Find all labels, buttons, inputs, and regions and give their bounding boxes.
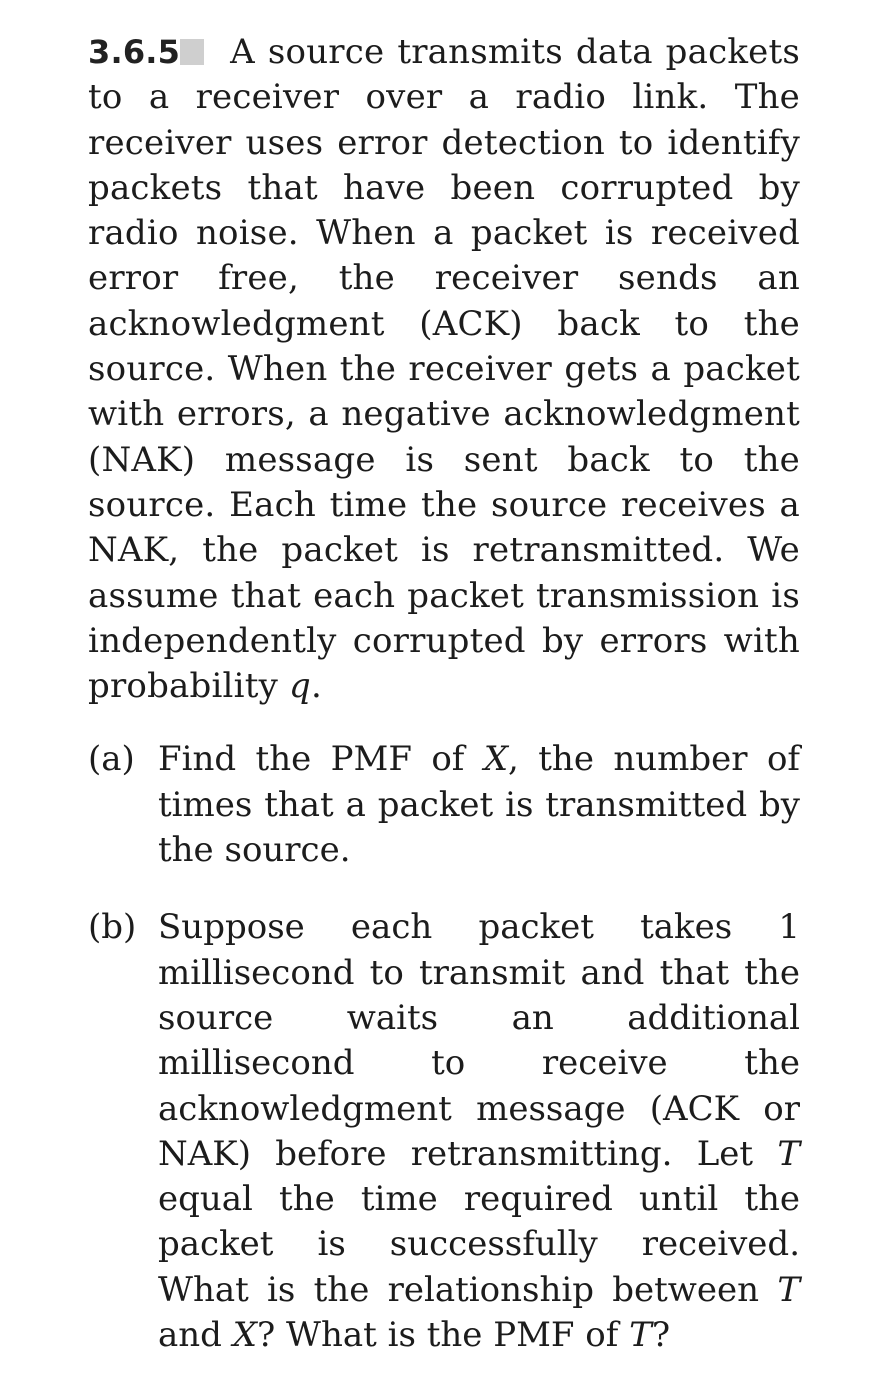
difficulty-marker-icon [180,39,204,65]
problem-number: 3.6.5 [88,33,181,71]
part-a-text-2: , the number of times that a packet is transmitted by the source. [158,739,800,871]
problem-intro: A source transmits data packets to a receiver over a radio link. The receiver uses error detection to identify packets that have been corrupted by radio noise. When a packet is received error free, the receiver sends an acknowledgment (ACK) back to the source. When the receiver gets a packet with errors, a negative acknowledgment (NAK) message is sent back to the source. Each time the source receives a NAK, the packet is retransmitted. We assume that each packet transmission is independently corrupted by errors with probability [88,32,800,707]
part-a-text-1: Find the PMF of [158,739,484,780]
part-a [88,737,800,873]
part-text [158,905,800,1358]
part-label: (a) [88,739,135,780]
part-b [88,905,800,1358]
part-b-text-4: ? What is the PMF of [256,1315,630,1356]
variable-t: T [777,1269,800,1310]
variable-t: T [777,1133,800,1174]
part-text [158,737,800,873]
part-b-text-3: and [158,1315,233,1356]
textbook-page [88,30,800,1390]
problem-intro-end: . [310,666,322,707]
problem-parts [88,737,800,1358]
part-b-text-1: Suppose each packet takes 1 millisecond to transmit and that the source waits an additional millisecond to receive the acknowledgment message (ACK or NAK) before retransmitting. Let [158,907,800,1174]
variable-x: X [483,739,509,780]
problem-statement [88,30,800,709]
part-label: (b) [88,907,137,948]
part-b-text-5: ? [651,1315,671,1356]
variable-t: T [629,1315,652,1356]
variable-x: X [232,1315,257,1356]
part-b-text-2: equal the time required until the packet is successfully received. What is the relationship between [158,1179,800,1310]
variable-q: q [289,666,311,707]
